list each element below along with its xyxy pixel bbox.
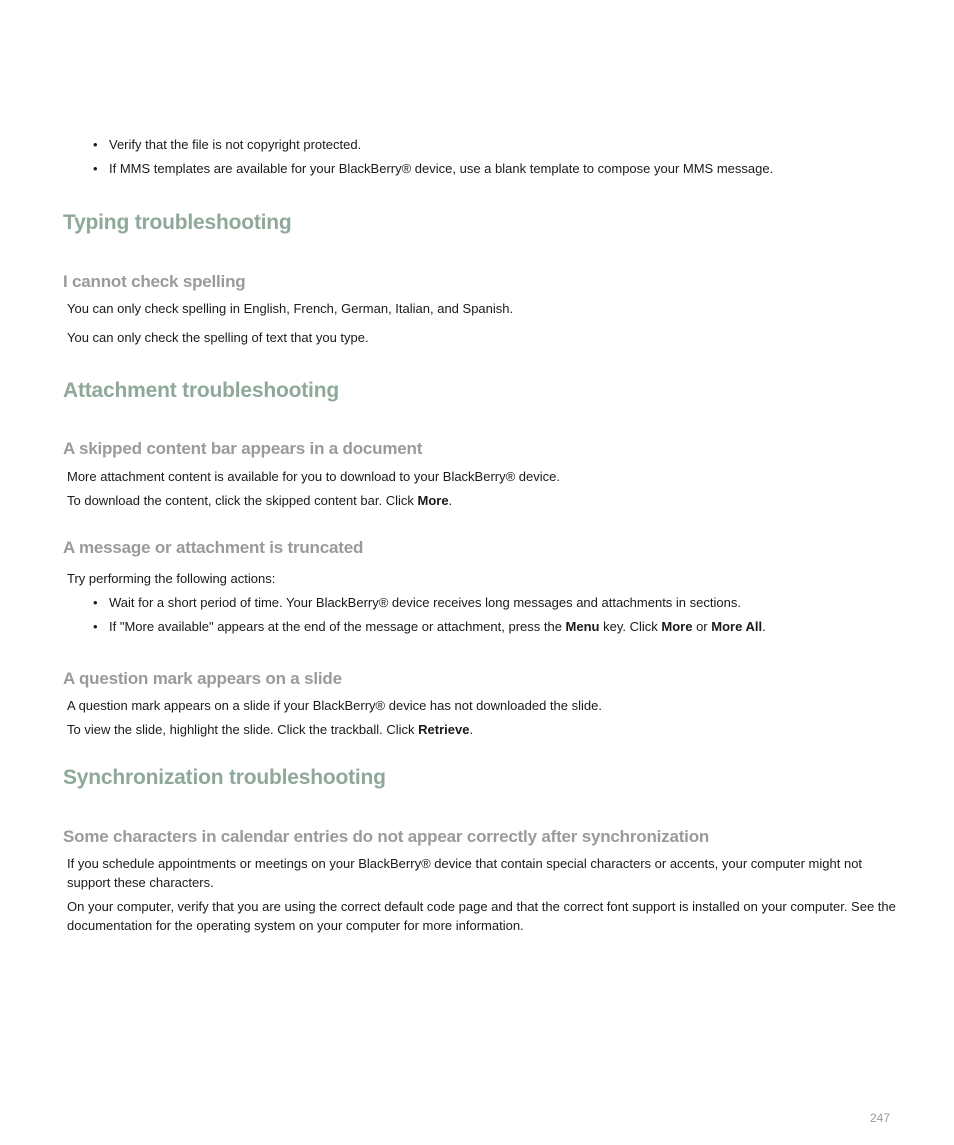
section-heading-attachment: Attachment troubleshooting [63,379,339,402]
text: . [448,493,453,508]
ui-term-more: More [417,493,449,508]
ui-term-more: More [661,619,693,634]
subheading-skipped-content-bar: A skipped content bar appears in a document [63,439,423,458]
section-heading-typing: Typing troubleshooting [63,211,292,234]
paragraph: You can only check spelling in English, French, German, Italian, and Spanish. [67,301,514,316]
paragraph: If you schedule appointments or meetings on your BlackBerry® device that contain special characters or accents, your computer might not support these characters. [67,856,863,890]
text: To view the slide, highlight the slide. Click the trackball. Click [67,722,419,737]
list-item: • Wait for a short period of time. Your BlackBerry® device receives long messages and attachments in sections. [93,595,766,611]
ui-term-more-all: More All [711,619,763,634]
paragraph: Try performing the following actions: [67,571,276,586]
top-bullet-list [93,137,773,177]
subheading-message-truncated: A message or attachment is truncated [63,538,364,557]
text: . [762,619,766,634]
subheading-question-mark-slide: A question mark appears on a slide [63,669,342,688]
subheading-cannot-check-spelling: I cannot check spelling [63,272,246,291]
ui-term-menu: Menu [565,619,600,634]
paragraph [67,491,452,510]
list-item: • If MMS templates are available for your BlackBerry® device, use a blank template to compose your MMS message. [93,161,773,177]
paragraph [67,720,473,739]
list-item [93,619,766,635]
text: key. Click [599,619,662,634]
list-item: • Verify that the file is not copyright protected. [93,137,773,153]
ui-term-retrieve: Retrieve [418,722,470,737]
text: . [469,722,474,737]
text: To download the content, click the skipped content bar. Click [67,493,418,508]
text: If "More available" appears at the end of the message or attachment, press the [109,619,566,634]
page-number: 247 [869,1111,890,1125]
subheading-calendar-characters: Some characters in calendar entries do not appear correctly after synchronization [63,827,710,846]
paragraph: On your computer, verify that you are using the correct default code page and that the correct font support is installed on your computer. See the documentation for the operating system on your computer for more information. [67,899,896,933]
paragraph: More attachment content is available for you to download to your BlackBerry® device. [67,469,560,484]
paragraph: You can only check the spelling of text that you type. [67,330,369,345]
truncated-bullet-list [93,595,766,635]
paragraph: A question mark appears on a slide if your BlackBerry® device has not downloaded the slide. [67,698,602,713]
section-heading-synchronization: Synchronization troubleshooting [63,766,386,789]
text: or [692,619,712,634]
